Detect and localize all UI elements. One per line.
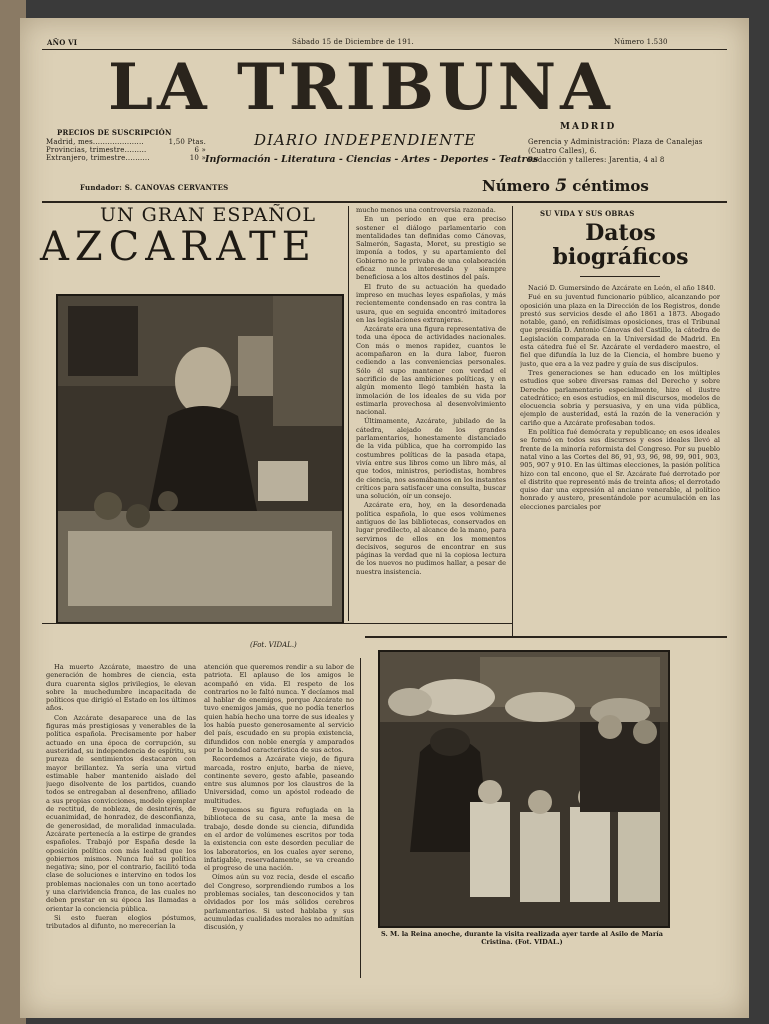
date-label: Sábado 15 de Diciembre de 191. — [292, 38, 414, 46]
price-per-copy: Número 5 céntimos — [482, 176, 649, 196]
headline-rule — [580, 276, 660, 277]
column-rule — [512, 206, 513, 636]
visit-photo-caption: S. M. la Reina anoche, durante la visita realizada ayer tarde al Asilo de María Cristina. (Fot. VIDAL.) — [381, 930, 663, 946]
column-rule — [360, 658, 361, 978]
subtitle: DIARIO INDEPENDIENTE — [254, 131, 477, 149]
column-rule — [348, 206, 349, 621]
article-column-mid: mucho menos una controversia razonada. En un período en que era preciso sostener el diálogo parlamentario con mentalidades tan definidas como Cánovas, Salmerón, Sagasta, Moret, su prestigio se imponía a todos, y su apartamiento del Gobierno no le privaba de una colaboración eficaz nunca interesada y siempre beneficiosa a los altos destinos del país. El fruto de su actuación ha quedado impreso en muchas leyes españolas, y más recientemente condensado en ras contra la usura, que en seguida encontró imitadores en las legislaciones extranjeras. Azcárate era una figura representativa de toda una época de actividades nacionales. Con más o menos rapidez, cuantos le acompañaron en la dura labor, fueron cediendo a las conveniencias personales. Sólo él supo mantener con verdad el sacrificio de las ambiciones políticas, y en algún momento llegó también hasta la inmolación de los ideales de su vida por estimarla provechosa al desenvolvimiento nacional. Últimamente, Azcárate, jubilado de la cátedra, alejado de los grandes parlamentarios, honestamente distanciado de la vida pública, que ha corrompido las costumbres políticas de la pasada etapa, vivía entre sus libros como un libro más, al que todos, ministros, periodistas, hombres de ciencia, nos asomábamos en los instantes críticos para satisfacer una consulta, buscar una solución, oír un consejo. Azcárate era, hoy, en la desordenada política española, lo que esos volúmenes antiguos de las bibliotecas, conservados en lugar predilecto, al alcance de la mano, para servirnos de ellos en los momentos decisivos, seguros de encontrar en sus páginas la verdad que ni la copiosa lectura de los nuevos no pudimos hallar, a pesar de nuestra insistencia. — [356, 206, 506, 576]
prices-list — [46, 138, 206, 162]
price-row: Extranjero, trimestre.......... 10 » — [46, 154, 206, 162]
sidebar-bottom-rule — [365, 636, 727, 638]
portrait-illustration — [58, 296, 342, 622]
newspaper-page — [20, 18, 749, 1018]
masthead-rule — [42, 201, 727, 203]
article-column-center: atención que queremos rendir a su labor de patriota. El aplauso de los amigos le acompañó en vida. El respeto de los contrarios no le faltó nunca. Y decíamos mal al hablar de enemigos, porque Azcárate no tuvo enemigos jamás, que no podía tenerlos quien había hecho una torre de sus ideales y los había puesto generosamente al servicio del país, escudado en su propia existencia, difundidos con noble energía y amparados por la bondad característica de sus actos. Recordemos a Azcárate viejo, de figura marcada, rostro enjuto, barba de nieve, continente severo, gesto afable, paseando entre sus alumnos por los claustros de la Universidad, como un apóstol rodeado de multitudes. Evoquemos su figura refugiada en la biblioteca de su casa, ante la mesa de trabajo, desde donde su ciencia, difundida en el ardor de volúmenes escritos por toda la existencia con este desorden peculiar de los laboratorios, en los cuales ayer sereno, infatigable, reservadamente, se va creando el progreso de una nación. Oímos aún su voz recia, desde el escaño del Congreso, sorprendiendo rumbos a los problemas sociales, tan desconocidos y tan olvidados por los más sólidos cerebros parlamentarios. Si usted hablaba y sus acumuladas cualidades morales no admitían discusión, y — [204, 663, 354, 932]
photo-credit: (Fot. VIDAL.) — [250, 641, 297, 649]
admin-address: Gerencia y Administración: Plaza de Canalejas (Cuatro Calles), 6. Redacción y talleres: Jarentia, 4 al 8 — [528, 138, 703, 164]
article-kicker: UN GRAN ESPAÑOL — [100, 204, 317, 226]
prices-title: PRECIOS DE SUSCRIPCIÓN — [57, 128, 172, 137]
year-label: AÑO VI — [47, 38, 78, 47]
price-row: Provincias, trimestre......... 6 » — [46, 146, 206, 154]
article-column-left: Ha muerto Azcárate, maestro de una generación de hombres de ciencia, esta dura cuarenta siglos privilegios, le elevan sobre la muchedumbre incapacitada de políticos que dirigió el Estado en los últimos años. Con Azcárate desaparece una de las figuras más prestigiosas y venerables de la política española. Precisamente por haber actuado en una época de corrupción, su austeridad, su independencia de espíritu, su pureza de sentimientos destacaron con mayor brillantez. Ya sería una virtud estimable haber mantenido aislado del juego disolvente de los partidos, cuando todos se entregaban al desenfreno, afiliado a sus propias convicciones, modelo ejemplar de rectitud, de nobleza, de desinterés, de ecuanimidad, de honradez, de desconfianza, de generosidad, de moralidad inmaculada. Azcárate pertenecía a la estirpe de grandes españoles. Trabajó por España desde la oposición política con más lealtad que los gobiernos mismos. Nunca fué su política negativa; sino, por el contrario, facilitó toda clase de soluciones e intervino en todos los problemas nacionales con un tono acertado y una clarividencia franca, de las cuales no deben prestar en su época las llamadas a orientar la conciencia pública. Si esto fueran elogios póstumos, tributados al difunto, no merecerían la — [46, 663, 196, 931]
visit-illustration — [380, 652, 668, 926]
sections-line: Información - Literatura - Ciencias - Artes - Deportes - Teatros — [205, 154, 539, 165]
masthead-title: LA TRIBUNA — [108, 50, 614, 125]
issue-number: Número 1.530 — [614, 38, 668, 46]
masthead-city: MADRID — [560, 122, 617, 132]
side-article-body: Nació D. Gumersindo de Azcárate en León, el año 1840. Fué en su juventud funcionario público, alcanzando por oposición una plaza en la Dirección de los Registros, donde prestó sus servicios desde el año 1861 a 1873. Abogado notable, ganó, en reñidísimas oposiciones, tras el Tribunal que presidía D. Antonio Cánovas del Castillo, la cátedra de Legislación comparada en la Universidad de Madrid. En esta cátedra fué el Sr. Azcárate el verdadero maestro, el fiel que difundía la luz de la Ciencia, el hombre bueno y justo, que era a la vez padre y guía de sus discípulos. Tres generaciones se han educado en los múltiples estudios que sobre diversas ramas del Derecho y sobre Derecho parlamentario especialmente, hizo el ilustre catedrático; en esos estudios, en mil discursos, modelos de elocuencia sobria y persuasiva, y en una vida pública, ejemplo de austeridad, está la razón de la veneración y cariño que a Azcárate profesaban todos. En política fué demócrata y republicano; en esos ideales se formó en todos sus discursos y esos ideales llevó al frente de la minoría reformista del Congreso. Por su pueblo natal vino a las Cortes del 86, 91, 93, 96, 98, 99, 901, 903, 905, 907 y 910. En las últimas elecciones, la pasión política hizo con tal encono, que el Sr. Azcárate fué derrotado por el distrito que representó más de treinta años; el derrotado quiso dar una expresión al anciano venerable, al político honrado y austero, presentándole por acumulación en las elecciones parciales por — [520, 284, 720, 511]
article-headline: AZCARATE — [40, 224, 317, 270]
visit-photo — [378, 650, 670, 928]
section-rule — [42, 623, 512, 624]
founder-line: Fundador: S. CANOVAS CERVANTES — [80, 183, 229, 192]
portrait-photo — [56, 294, 344, 624]
price-row: Madrid, mes..................... 1,50 Ptas. — [46, 138, 206, 146]
side-kicker: SU VIDA Y SUS OBRAS — [540, 209, 635, 218]
side-headline: Datos biográficos — [552, 220, 689, 270]
